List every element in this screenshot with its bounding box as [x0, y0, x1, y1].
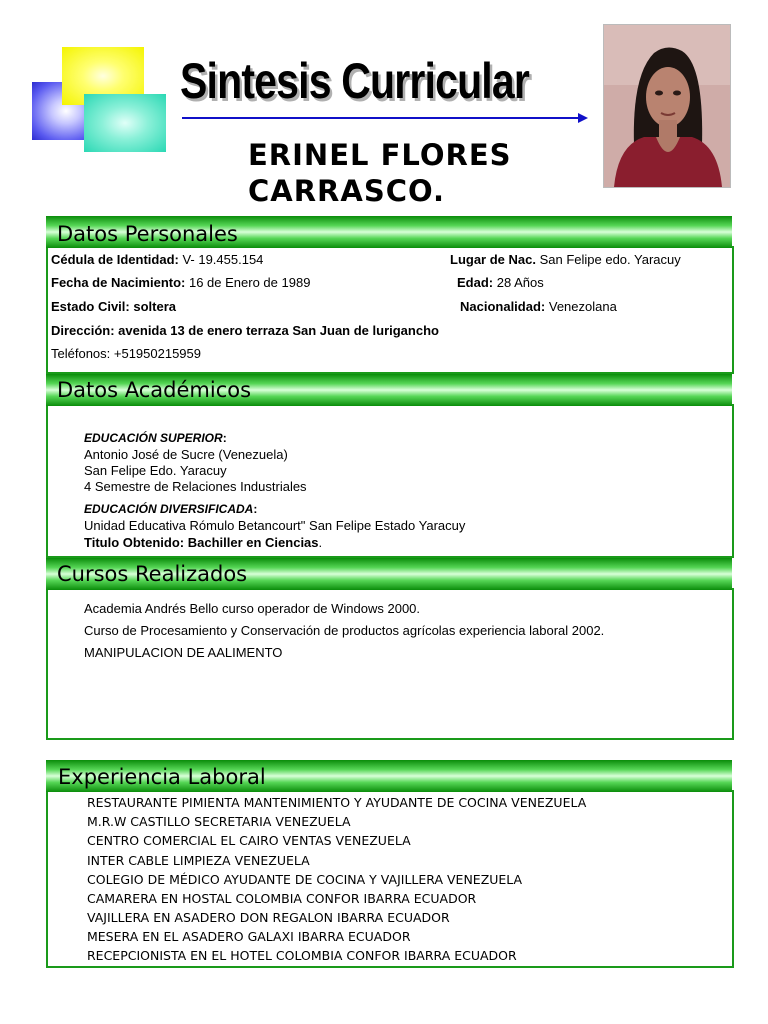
experience-item: M.R.W CASTILLO SECRETARIA VENEZUELA [87, 814, 351, 829]
telefonos-value: +51950215959 [110, 346, 201, 361]
fecha-label: Fecha de Nacimiento: [51, 275, 186, 290]
titulo-end: . [318, 535, 323, 550]
cedula-value: V- 19.455.154 [178, 252, 264, 267]
diversificada-label: EDUCACIÓN DIVERSIFICADA [84, 502, 254, 516]
diversificada-colon: : [253, 502, 258, 516]
course-item: MANIPULACION DE AALIMENTO [84, 645, 283, 660]
experience-item: INTER CABLE LIMPIEZA VENEZUELA [87, 853, 310, 868]
nacionalidad-row [460, 299, 617, 315]
nacionalidad-label: Nacionalidad: [460, 299, 546, 314]
lugar-label: Lugar de Nac. [450, 252, 536, 267]
civil-row [51, 299, 176, 315]
title-arrow-icon [578, 113, 588, 123]
experience-item: RECEPCIONISTA EN EL HOTEL COLOMBIA CONFOR IBARRA ECUADOR [87, 948, 517, 963]
personal-data-heading: Datos Personales [57, 222, 238, 246]
telefonos-row [51, 346, 201, 362]
superior-colon: : [222, 431, 227, 445]
decorative-teal-square [84, 94, 166, 152]
name-line-2: CARRASCO. [248, 174, 446, 208]
experience-item: COLEGIO DE MÉDICO AYUDANTE DE COCINA Y VAJILLERA VENEZUELA [87, 872, 523, 887]
experience-heading: Experiencia Laboral [58, 765, 266, 789]
page-title: Sintesis Curricular [180, 53, 529, 109]
titulo-row [84, 535, 322, 551]
direccion-row: Dirección: avenida 13 de enero terraza San Juan de lurigancho [51, 323, 439, 338]
lugar-value: San Felipe edo. Yaracuy [535, 252, 681, 267]
edad-row [457, 275, 544, 291]
lugar-row [450, 252, 681, 268]
edad-value: 28 Años [493, 275, 544, 290]
superior-line-2: San Felipe Edo. Yaracuy [84, 463, 227, 478]
superior-title [84, 430, 227, 446]
courses-heading: Cursos Realizados [57, 562, 248, 586]
experience-item: MESERA EN EL ASADERO GALAXI IBARRA ECUADOR [87, 929, 411, 944]
fecha-value: 16 de Enero de 1989 [185, 275, 311, 290]
titulo-label: Titulo Obtenido: Bachiller en Ciencias [84, 535, 319, 550]
candidate-name [248, 137, 512, 209]
diversificada-title [84, 501, 257, 517]
fecha-row [51, 275, 310, 291]
superior-line-1: Antonio José de Sucre (Venezuela) [84, 447, 288, 462]
diversificada-line: Unidad Educativa Rómulo Betancourt" San Felipe Estado Yaracuy [84, 518, 466, 533]
civil-value: soltera [129, 299, 176, 314]
experience-item: VAJILLERA EN ASADERO DON REGALON IBARRA ECUADOR [87, 910, 450, 925]
civil-label: Estado Civil: [51, 299, 130, 314]
course-item: Curso de Procesamiento y Conservación de productos agrícolas experiencia laboral 2002. [84, 623, 605, 638]
title-underline [182, 117, 582, 119]
name-line-1: ERINEL FLORES [248, 138, 512, 172]
experience-item: CAMARERA EN HOSTAL COLOMBIA CONFOR IBARRA ECUADOR [87, 891, 477, 906]
experience-item: RESTAURANTE PIMIENTA MANTENIMIENTO Y AYUDANTE DE COCINA VENEZUELA [87, 795, 587, 810]
course-item: Academia Andrés Bello curso operador de Windows 2000. [84, 601, 421, 616]
cedula-row [51, 252, 263, 268]
experience-item: CENTRO COMERCIAL EL CAIRO VENTAS VENEZUELA [87, 833, 411, 848]
superior-label: EDUCACIÓN SUPERIOR [84, 431, 223, 445]
superior-line-3: 4 Semestre de Relaciones Industriales [84, 479, 307, 494]
nacionalidad-value: Venezolana [545, 299, 617, 314]
edad-label: Edad: [457, 275, 494, 290]
profile-photo [603, 24, 731, 188]
cedula-label: Cédula de Identidad: [51, 252, 179, 267]
academic-data-heading: Datos Académicos [57, 378, 252, 402]
telefonos-label: Teléfonos: [51, 346, 111, 361]
